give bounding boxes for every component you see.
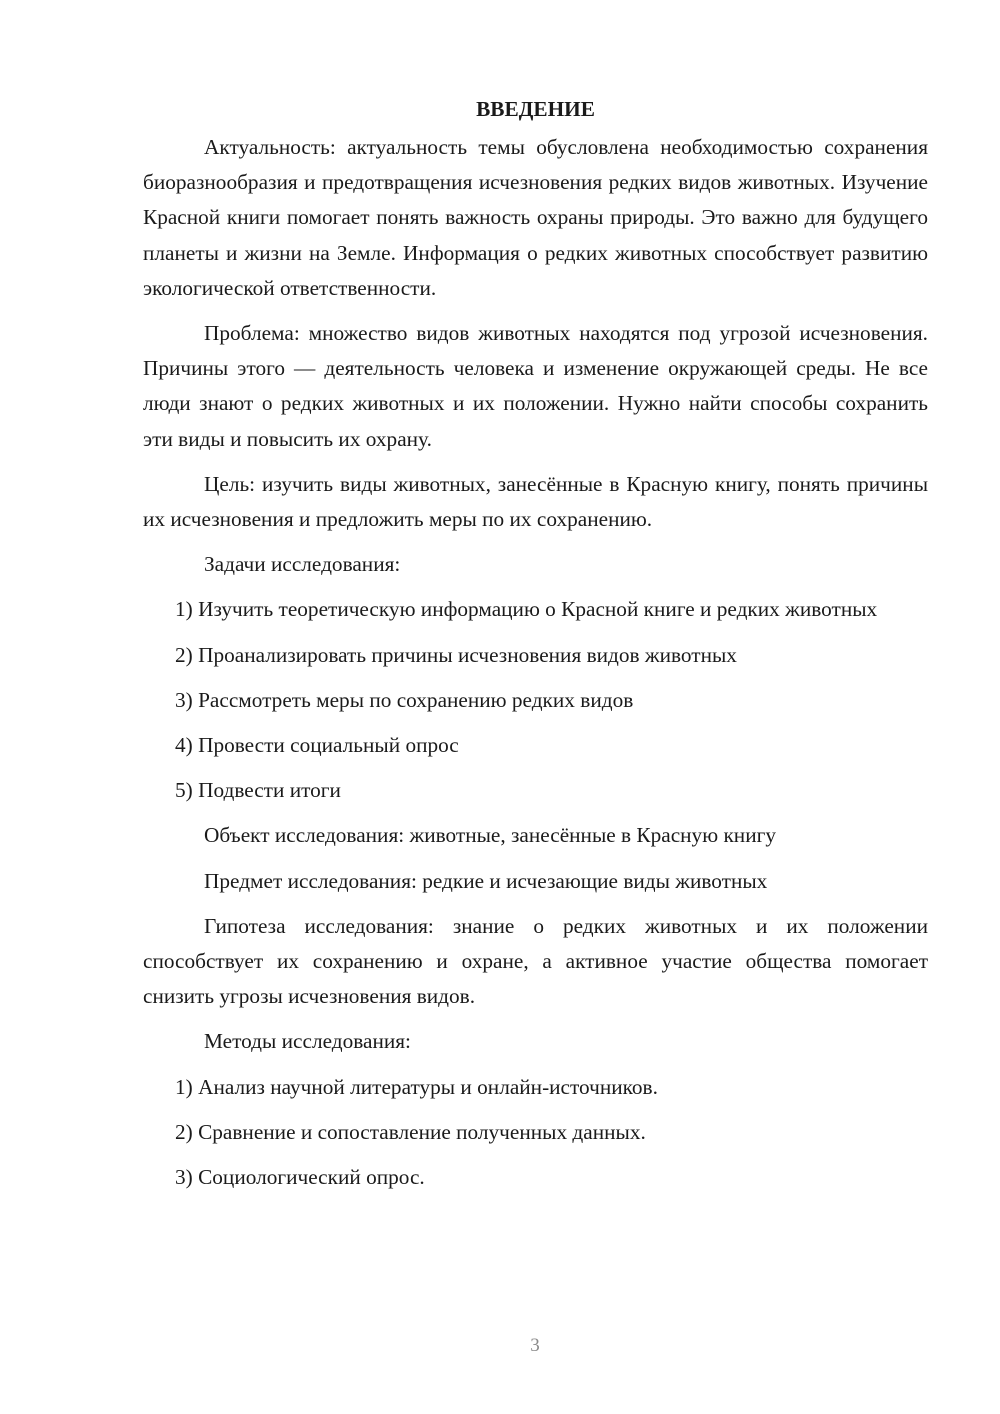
method-item-3: 3) Социологический опрос. <box>175 1165 425 1190</box>
problem-paragraph: Проблема: множество видов животных находятся под угрозой исчезновения. Причины этого — деятельность человека и изменение окружающей среды. Не все люди знают о редких животных и их положении. Нужно найти способы сохранить эти виды и повысить их охрану. <box>143 321 928 451</box>
page-number: 3 <box>530 1335 540 1356</box>
task-item-5: 5) Подвести итоги <box>175 778 341 803</box>
subject-line: Предмет исследования: редкие и исчезающие виды животных <box>204 868 768 893</box>
method-item-1: 1) Анализ научной литературы и онлайн-источников. <box>175 1074 658 1099</box>
method-item-2: 2) Сравнение и сопоставление полученных данных. <box>175 1119 646 1144</box>
section-title-text: ВВЕДЕНИЕ <box>476 97 595 121</box>
object-line: Объект исследования: животные, занесённые в Красную книгу <box>204 823 776 848</box>
methods-heading: Методы исследования: <box>204 1029 411 1054</box>
goal-paragraph: Цель: изучить виды животных, занесённые в Красную книгу, понять причины их исчезновения и предложить меры по их сохранению. <box>143 471 928 532</box>
task-item-1: 1) Изучить теоретическую информацию о Красной книге и редких животных <box>175 597 878 622</box>
task-item-4: 4) Провести социальный опрос <box>175 733 459 758</box>
section-title <box>143 92 928 130</box>
tasks-heading: Задачи исследования: <box>204 552 401 577</box>
task-item-3: 3) Рассмотреть меры по сохранению редких видов <box>175 687 634 712</box>
task-item-2: 2) Проанализировать причины исчезновения видов животных <box>175 642 737 667</box>
page-content <box>143 92 928 1195</box>
hypothesis-paragraph: Гипотеза исследования: знание о редких животных и их положении способствует их сохранению и охране, а активное участие общества помогает снизить угрозы исчезновения видов. <box>143 913 928 1009</box>
relevance-paragraph: Актуальность: актуальность темы обусловлена необходимостью сохранения биоразнообразия и предотвращения исчезновения редких видов животных. Изучение Красной книги помогает понять важность охраны природы. Это важно для будущего планеты и жизни на Земле. Информация о редких животных способствует развитию экологической ответственности. <box>143 135 928 300</box>
